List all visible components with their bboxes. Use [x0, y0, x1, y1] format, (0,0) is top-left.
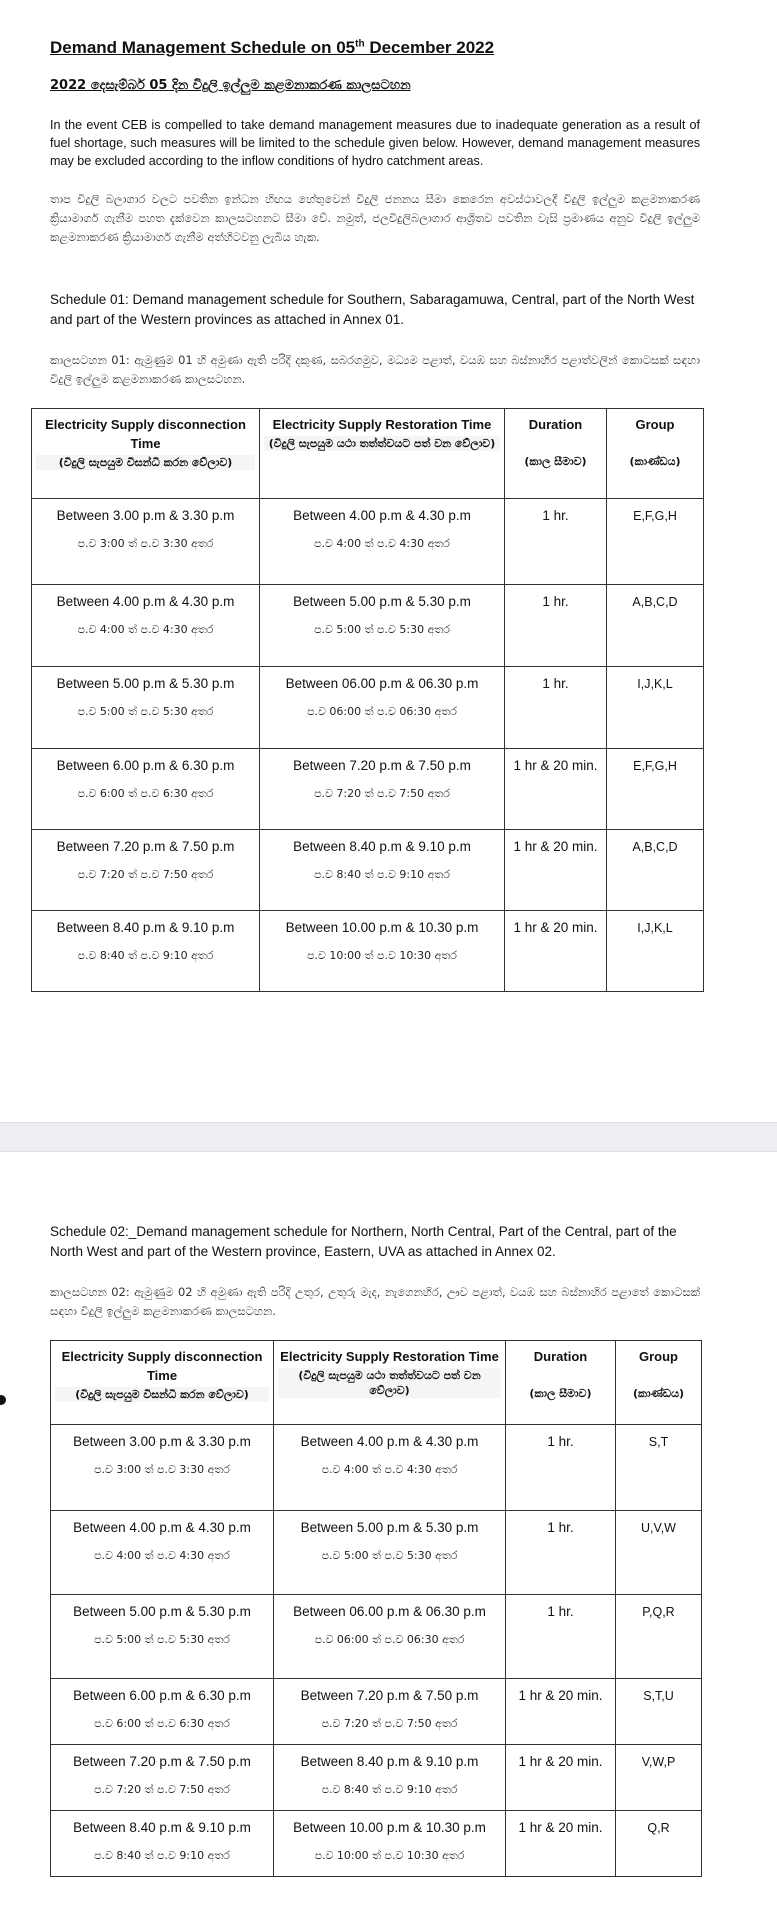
schedule-2-body — [51, 1425, 702, 1877]
header-group: Group (කාණ්ඩය) — [607, 409, 704, 499]
duration-text: 1 hr & 20 min. — [518, 1688, 603, 1703]
disconnection-time-cell — [51, 1425, 274, 1511]
table-row — [51, 1425, 702, 1511]
restoration-time-cell — [274, 1811, 506, 1877]
restoration-time-english: Between 06.00 p.m & 06.30 p.m — [285, 676, 479, 691]
disconnection-time-sinhala: ප.ව 5:00 ත් ප.ව 5:30 අතර — [77, 705, 214, 718]
restoration-time-cell — [274, 1679, 506, 1745]
header-duration: Duration (කාල සීමාව) — [506, 1341, 616, 1425]
duration-cell — [505, 749, 607, 830]
disconnection-time-cell — [32, 911, 260, 992]
disconnection-time-cell — [32, 585, 260, 667]
disconnection-time-sinhala: ප.ව 6:00 ත් ප.ව 6:30 අතර — [77, 787, 214, 800]
intro-paragraph-sinhala: තාප විදුලි බලාගාර වලට පවතින ඉන්ධන හිඟය හේතුවෙන් විදුලි ජනනය සීමා කෙරෙන අවස්ථාවලදී විදුලි ඉල්ලුම කළමනාකරණ ක්‍රියාමාර්ග ගැනීම පහත දැක්වෙන කාලසටහනට සීමා වේ. නමුත්, ජලවිදුලිබලාගාර ආශ්‍රිතව පවතින වැසි ප්‍රමාණය අනුව විදුලි ඉල්ලුම කළමනාකරණ ක්‍රියාමාර්ග ගැනීම අත්හිටවනු ලැබිය හැක. — [50, 192, 700, 244]
restoration-time-english: Between 7.20 p.m & 7.50 p.m — [300, 1688, 479, 1703]
disconnection-time-english: Between 7.20 p.m & 7.50 p.m — [73, 1754, 251, 1769]
disconnection-time-sinhala: ප.ව 7:20 ත් ප.ව 7:50 අතර — [77, 868, 214, 881]
restoration-time-sinhala: ප.ව 5:00 ත් ප.ව 5:30 අතර — [321, 1549, 458, 1562]
restoration-time-english: Between 4.00 p.m & 4.30 p.m — [300, 1434, 479, 1449]
disconnection-time-english: Between 8.40 p.m & 9.10 p.m — [56, 920, 235, 935]
table-row — [51, 1511, 702, 1595]
document-page-2 — [0, 1152, 777, 1928]
group-cell — [607, 667, 704, 749]
group-text: I,J,K,L — [637, 677, 673, 691]
header-disconnection-time: Electricity Supply disconnection Time (විදුලි සැපයුම විසන්ධි කරන වේලාව) — [32, 409, 260, 499]
duration-text: 1 hr. — [547, 1434, 574, 1449]
restoration-time-sinhala: ප.ව 10:00 ත් ප.ව 10:30 අතර — [307, 949, 457, 962]
disconnection-time-english: Between 6.00 p.m & 6.30 p.m — [73, 1688, 251, 1703]
restoration-time-english: Between 10.00 p.m & 10.30 p.m — [293, 1820, 486, 1835]
header-restoration-time: Electricity Supply Restoration Time (විදුලි සැපයුම යථා තත්ත්වයට පත් වන වේලාව) — [260, 409, 505, 499]
disconnection-time-sinhala: ප.ව 3:00 ත් ප.ව 3:30 අතර — [94, 1463, 230, 1476]
disconnection-time-sinhala: ප.ව 4:00 ත් ප.ව 4:30 අතර — [94, 1549, 230, 1562]
table-row — [32, 585, 704, 667]
group-text: I,J,K,L — [637, 921, 673, 935]
restoration-time-sinhala: ප.ව 4:00 ත් ප.ව 4:30 අතර — [321, 1463, 458, 1476]
disconnection-time-cell — [51, 1595, 274, 1679]
table-row — [51, 1679, 702, 1745]
schedule-1-header-row — [32, 409, 704, 499]
schedule-1-body — [32, 499, 704, 992]
disconnection-time-sinhala: ප.ව 4:00 ත් ප.ව 4:30 අතර — [77, 623, 214, 636]
header-group: Group (කාණ්ඩය) — [616, 1341, 702, 1425]
duration-cell — [505, 667, 607, 749]
group-cell — [607, 499, 704, 585]
group-text: E,F,G,H — [633, 759, 677, 773]
duration-text: 1 hr. — [542, 594, 569, 609]
group-cell — [607, 911, 704, 992]
restoration-time-sinhala: ප.ව 5:00 ත් ප.ව 5:30 අතර — [314, 623, 450, 636]
schedule-2-heading-sinhala: කාලසටහන 02: ඇමුණුම 02 හි අමුණා ඇති පරිදි උතුර, උතුරු මැද, නැගෙනහිර, ඌව පළාත්, වයඹ සහ බස්නාහිර පළාතේ කොටසක් සඳහා විදුලි ඉල්ලුම කළමනාකරණ කාලසටහන. — [50, 1285, 700, 1318]
disconnection-time-english: Between 4.00 p.m & 4.30 p.m — [56, 594, 235, 609]
subtitle-sinhala: 2022 දෙසැම්බර් 05 දින විදුලි ඉල්ලුම කළමනාකරණ කාලසටහන — [50, 78, 411, 93]
duration-text: 1 hr. — [547, 1604, 574, 1619]
table-row — [32, 830, 704, 911]
disconnection-time-sinhala: ප.ව 6:00 ත් ප.ව 6:30 අතර — [94, 1717, 230, 1730]
table-row — [51, 1811, 702, 1877]
disconnection-time-english: Between 4.00 p.m & 4.30 p.m — [73, 1520, 251, 1535]
duration-text: 1 hr. — [542, 676, 569, 691]
disconnection-time-sinhala: ප.ව 7:20 ත් ප.ව 7:50 අතර — [94, 1783, 230, 1796]
title-text: Demand Management Schedule on 05 — [50, 38, 356, 57]
duration-text: 1 hr. — [547, 1520, 574, 1535]
restoration-time-sinhala: ප.ව 10:00 ත් ප.ව 10:30 අතර — [314, 1849, 465, 1862]
disconnection-time-cell — [51, 1679, 274, 1745]
group-cell — [616, 1425, 702, 1511]
disconnection-time-sinhala: ප.ව 8:40 ත් ප.ව 9:10 අතර — [77, 949, 214, 962]
intro-paragraph-english: In the event CEB is compelled to take demand management measures due to inadequate generation as a result of fuel shortage, such measures will be limited to the schedule given below. However, demand management measures may be excluded according to the inflow conditions of hydro catchment areas. — [50, 118, 700, 168]
restoration-time-cell — [260, 499, 505, 585]
disconnection-time-english: Between 5.00 p.m & 5.30 p.m — [73, 1604, 251, 1619]
schedule-1-table — [31, 408, 704, 992]
duration-text: 1 hr & 20 min. — [513, 839, 598, 854]
table-row — [51, 1745, 702, 1811]
schedule-2-heading: Schedule 02:_Demand management schedule for Northern, North Central, Part of the Central, part of the North West and part of the Western province, Eastern, UVA as attached in Annex 02. — [50, 1224, 677, 1259]
restoration-time-cell — [274, 1511, 506, 1595]
disconnection-time-english: Between 8.40 p.m & 9.10 p.m — [73, 1820, 251, 1835]
restoration-time-cell — [260, 585, 505, 667]
duration-cell — [506, 1511, 616, 1595]
group-cell — [607, 749, 704, 830]
restoration-time-english: Between 10.00 p.m & 10.30 p.m — [285, 920, 479, 935]
restoration-time-english: Between 8.40 p.m & 9.10 p.m — [300, 1754, 479, 1769]
disconnection-time-english: Between 7.20 p.m & 7.50 p.m — [56, 839, 235, 854]
group-text: V,W,P — [641, 1755, 676, 1769]
group-cell — [616, 1679, 702, 1745]
restoration-time-sinhala: ප.ව 8:40 ත් ප.ව 9:10 අතර — [314, 868, 450, 881]
duration-cell — [505, 499, 607, 585]
duration-cell — [506, 1679, 616, 1745]
restoration-time-sinhala: ප.ව 7:20 ත් ප.ව 7:50 අතර — [321, 1717, 458, 1730]
group-cell — [616, 1811, 702, 1877]
group-text: A,B,C,D — [632, 595, 678, 609]
group-text: P,Q,R — [642, 1605, 675, 1619]
restoration-time-cell — [274, 1745, 506, 1811]
restoration-time-cell — [260, 749, 505, 830]
group-cell — [607, 585, 704, 667]
schedule-2-header-row — [51, 1341, 702, 1425]
group-cell — [616, 1511, 702, 1595]
title-date-text: December 2022 — [364, 38, 495, 57]
disconnection-time-cell — [51, 1511, 274, 1595]
group-text: S,T,U — [643, 1689, 674, 1703]
disconnection-time-cell — [32, 667, 260, 749]
duration-cell — [506, 1811, 616, 1877]
restoration-time-sinhala: ප.ව 7:20 ත් ප.ව 7:50 අතර — [314, 787, 450, 800]
duration-cell — [506, 1745, 616, 1811]
restoration-time-cell — [274, 1595, 506, 1679]
restoration-time-english: Between 06.00 p.m & 06.30 p.m — [293, 1604, 486, 1619]
duration-text: 1 hr & 20 min. — [513, 758, 598, 773]
table-row — [32, 499, 704, 585]
restoration-time-cell — [274, 1425, 506, 1511]
header-duration: Duration (කාල සීමාව) — [505, 409, 607, 499]
schedule-1-heading: Schedule 01: Demand management schedule for Southern, Sabaragamuwa, Central, part of the North West and part of the Western provinces as attached in Annex 01. — [50, 292, 695, 327]
disconnection-time-sinhala: ප.ව 3:00 ත් ප.ව 3:30 අතර — [77, 537, 214, 550]
disconnection-time-cell — [32, 499, 260, 585]
restoration-time-english: Between 7.20 p.m & 7.50 p.m — [293, 758, 471, 773]
restoration-time-cell — [260, 830, 505, 911]
table-row — [32, 667, 704, 749]
disconnection-time-sinhala: ප.ව 8:40 ත් ප.ව 9:10 අතර — [94, 1849, 230, 1862]
group-cell — [616, 1745, 702, 1811]
duration-cell — [505, 830, 607, 911]
restoration-time-sinhala: ප.ව 06:00 ත් ප.ව 06:30 අතර — [314, 1633, 465, 1646]
group-text: A,B,C,D — [632, 840, 678, 854]
disconnection-time-cell — [51, 1745, 274, 1811]
group-text: S,T — [648, 1435, 669, 1449]
page-separator — [0, 1122, 777, 1152]
disconnection-time-cell — [51, 1811, 274, 1877]
restoration-time-sinhala: ප.ව 06:00 ත් ප.ව 06:30 අතර — [307, 705, 457, 718]
duration-cell — [506, 1595, 616, 1679]
duration-cell — [506, 1425, 616, 1511]
group-cell — [616, 1595, 702, 1679]
restoration-time-cell — [260, 911, 505, 992]
schedule-1-heading-sinhala: කාලසටහන 01: ඇමුණුම 01 හි අමුණා ඇති පරිදි දකුණ, සබරගමුව, මධ්‍යම පළාත්, වයඹ සහ බස්නාහිර පළාත්වලින් කොටසක් සඳහා විදුලි ඉල්ලුම කළමනාකරණ කාලසටහන. — [50, 353, 700, 386]
restoration-time-cell — [260, 667, 505, 749]
disconnection-time-english: Between 5.00 p.m & 5.30 p.m — [56, 676, 235, 691]
duration-text: 1 hr. — [542, 508, 569, 523]
restoration-time-sinhala: ප.ව 4:00 ත් ප.ව 4:30 අතර — [314, 537, 450, 550]
header-restoration-time: Electricity Supply Restoration Time (විදුලි සැපයුම යථා තත්ත්වයට පත් වන වේලාව) — [274, 1341, 506, 1425]
group-text: U,V,W — [641, 1521, 676, 1535]
disconnection-time-sinhala: ප.ව 5:00 ත් ප.ව 5:30 අතර — [94, 1633, 230, 1646]
schedule-2-table — [50, 1340, 702, 1877]
disconnection-time-cell — [32, 830, 260, 911]
disconnection-time-english: Between 3.00 p.m & 3.30 p.m — [56, 508, 235, 523]
restoration-time-english: Between 5.00 p.m & 5.30 p.m — [293, 594, 471, 609]
restoration-time-sinhala: ප.ව 8:40 ත් ප.ව 9:10 අතර — [321, 1783, 458, 1796]
table-row — [32, 749, 704, 830]
duration-cell — [505, 585, 607, 667]
duration-text: 1 hr & 20 min. — [518, 1754, 603, 1769]
restoration-time-english: Between 4.00 p.m & 4.30 p.m — [293, 508, 471, 523]
header-disconnection-time: Electricity Supply disconnection Time (විදුලි සැපයුම විසන්ධි කරන වේලාව) — [51, 1341, 274, 1425]
restoration-time-english: Between 5.00 p.m & 5.30 p.m — [300, 1520, 479, 1535]
duration-text: 1 hr & 20 min. — [513, 920, 598, 935]
disconnection-time-english: Between 6.00 p.m & 6.30 p.m — [56, 758, 235, 773]
table-row — [51, 1595, 702, 1679]
restoration-time-english: Between 8.40 p.m & 9.10 p.m — [293, 839, 471, 854]
duration-cell — [505, 911, 607, 992]
group-cell — [607, 830, 704, 911]
group-text: Q,R — [647, 1821, 670, 1835]
table-row — [32, 911, 704, 992]
group-text: E,F,G,H — [633, 509, 677, 523]
duration-text: 1 hr & 20 min. — [518, 1820, 603, 1835]
disconnection-time-cell — [32, 749, 260, 830]
page-title — [50, 38, 494, 58]
title-superscript: th — [355, 38, 365, 50]
disconnection-time-english: Between 3.00 p.m & 3.30 p.m — [73, 1434, 251, 1449]
